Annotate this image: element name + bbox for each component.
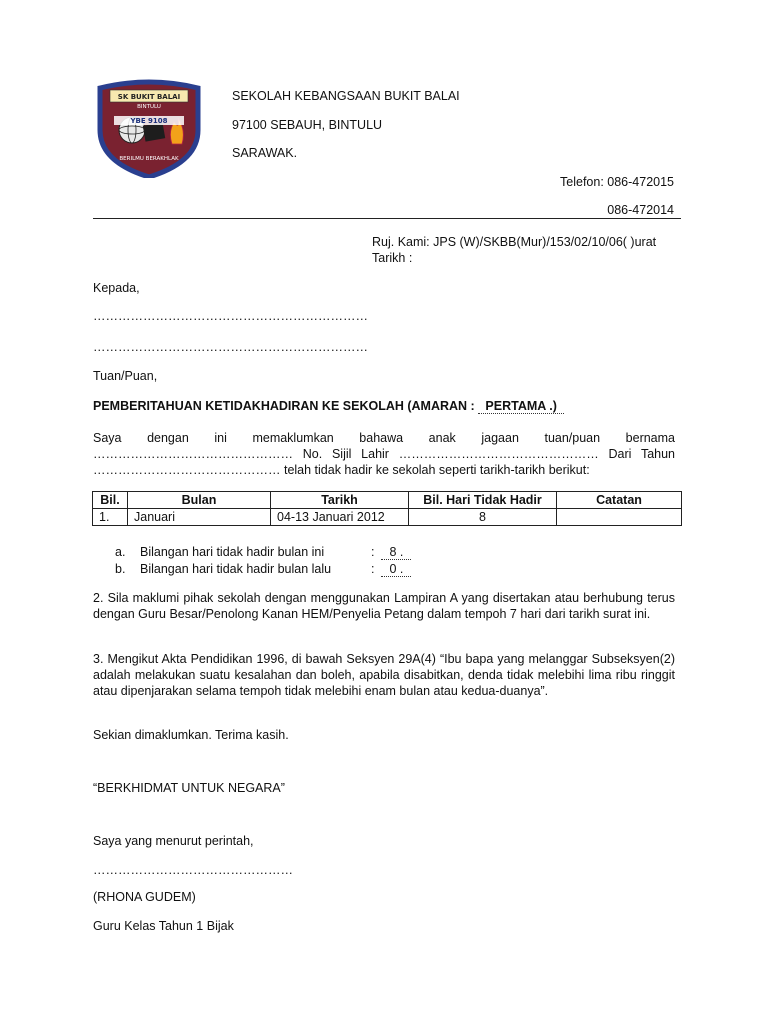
cell-bulan: Januari	[128, 509, 271, 526]
school-address-line1: 97100 SEBAUH, BINTULU	[232, 118, 383, 132]
school-name: SEKOLAH KEBANGSAAN BUKIT BALAI	[232, 89, 460, 103]
signatory-name: (RHONA GUDEM)	[93, 890, 196, 904]
summary-b-colon: :	[371, 562, 375, 576]
header-bulan: Bulan	[128, 492, 271, 509]
cell-days-absent: 8	[409, 509, 557, 526]
summary-b-label: Bilangan hari tidak hadir bulan lalu	[140, 562, 332, 576]
header-bil: Bil.	[93, 492, 128, 509]
summary-a-value-group	[371, 545, 411, 560]
logo-sub-text: BINTULU	[137, 104, 161, 110]
summary-a-colon: :	[371, 545, 375, 559]
school-logo	[92, 78, 206, 178]
header-catatan: Catatan	[557, 492, 682, 509]
summary-item-b	[115, 562, 404, 576]
subject-line	[93, 399, 564, 414]
summary-a-letter: a.	[115, 545, 126, 559]
table-header-row	[93, 492, 682, 509]
logo-motto: BERILMU BERAKHLAK	[119, 156, 179, 162]
school-phone-2: 086-472014	[607, 203, 674, 217]
summary-item-a	[115, 545, 404, 559]
subject-prefix: PEMBERITAHUAN KETIDAKHADIRAN KE SEKOLAH (AMARAN :	[93, 399, 479, 413]
motto: “BERKHIDMAT UNTUK NEGARA”	[93, 781, 285, 795]
summary-a-value: 8 .	[381, 545, 411, 560]
letterhead-divider	[93, 218, 681, 219]
summary-b-value-group	[371, 562, 411, 577]
absence-table	[92, 491, 682, 526]
salutation: Tuan/Puan,	[93, 369, 158, 383]
summary-a-label: Bilangan hari tidak hadir bulan ini	[140, 545, 325, 559]
reference-date: Tarikh :	[372, 251, 413, 265]
logo-top-text: SK BUKIT BALAI	[117, 93, 181, 101]
table-row	[93, 509, 682, 526]
logo-code: YBE 9108	[130, 117, 168, 125]
intro-paragraph: Saya dengan ini memaklumkan bahawa anak jagaan tuan/puan bernama ………………………………………… No. Sijil Lahir ………………………………………… Dari Tahun ……………………………………… telah tidak hadir ke sekolah seperti tarikh-tarikh berikut:	[93, 431, 675, 477]
summary-b-value: 0 .	[381, 562, 411, 577]
paragraph-2: 2. Sila maklumi pihak sekolah dengan menggunakan Lampiran A yang disertakan atau berhubung terus dengan Guru Besar/Penolong Kanan HEM/Penyelia Petang dalam tempoh 7 hari dari tarikh surat ini.	[93, 591, 675, 621]
header-days-absent: Bil. Hari Tidak Hadir	[409, 492, 557, 509]
summary-b-letter: b.	[115, 562, 126, 576]
signatory-title: Guru Kelas Tahun 1 Bijak	[93, 919, 234, 933]
cell-catatan	[557, 509, 682, 526]
closing-remark: Sekian dimaklumkan. Terima kasih.	[93, 728, 289, 742]
cell-tarikh: 04-13 Januari 2012	[271, 509, 409, 526]
reference-number: Ruj. Kami: JPS (W)/SKBB(Mur)/153/02/10/06( )urat	[372, 235, 657, 249]
paragraph-3: 3. Mengikut Akta Pendidikan 1996, di bawah Seksyen 29A(4) “Ibu bapa yang melanggar Subseksyen(2) adalah melakukan suatu kesalahan dan boleh, apabila disabitkan, denda tidak melebihi lima ribu ringgit atau dipenjarakan selama tempoh tidak melebihi enam bulan atau kedua-duanya”.	[93, 652, 675, 698]
warning-level: PERTAMA .)	[478, 399, 564, 414]
recipient-line-1: …………………………………………………………	[93, 309, 368, 323]
cell-bil: 1.	[93, 509, 128, 526]
signoff-order: Saya yang menurut perintah,	[93, 834, 254, 848]
recipient-line-2: …………………………………………………………	[93, 340, 368, 354]
school-address-line2: SARAWAK.	[232, 146, 298, 160]
header-tarikh: Tarikh	[271, 492, 409, 509]
school-phone: Telefon: 086-472015	[560, 175, 674, 189]
recipient-heading: Kepada,	[93, 281, 140, 295]
signature-line: …………………………………………	[93, 863, 293, 877]
